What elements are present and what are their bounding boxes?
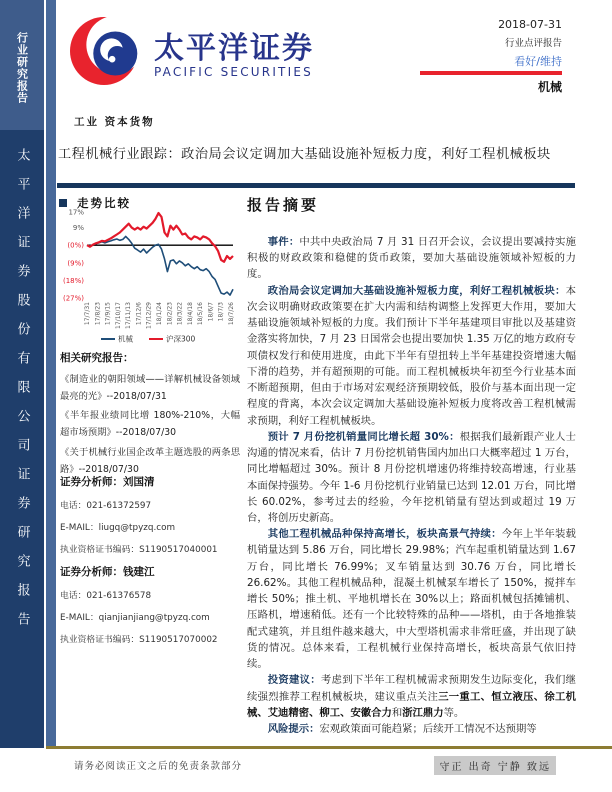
summary-text-segment: 和 [391, 706, 403, 719]
summary-text-segment: 事件： [267, 236, 300, 248]
sidebar-industry-report-band [0, 0, 44, 130]
analyst-name: 证券分析师：钱建江 [60, 566, 155, 578]
summary-text-segment: 投资建议： [267, 674, 321, 687]
y-axis-tick-label: 17% [68, 208, 84, 217]
summary-text-segment: 政治局会议定调加大基础设施补短板力度，利好工程机械板块： [267, 284, 566, 297]
disclaimer-note: 请务必阅读正文之后的免责条款部分 [74, 761, 243, 772]
rating-underline [420, 71, 562, 75]
summary-text-segment: 宏观政策面可能趋紧；后续开工情况不达预期等 [319, 723, 537, 736]
summary-paragraph [247, 234, 576, 283]
industry-label: 机械 [537, 79, 562, 94]
summary-text-segment: 中共中央政治局 7 月 31 日召开会议，会议提出要减持实施积极的财政政策和稳健的货币政策，要加大基础设施领域补短板的力度。 [247, 236, 576, 281]
analyst-phone: 电话：021-61376578 [60, 591, 152, 601]
analyst-email: E-MAIL：qianjianjiang@tpyzq.com [60, 613, 210, 623]
y-axis-tick-label: 9% [72, 224, 84, 233]
summary-paragraph [247, 526, 576, 672]
summary-text-segment: 考虑到下半年工程机械需求预期发生边际变化，我们继续强烈推荐工程机械板块，建议重点关注 [247, 674, 576, 703]
summary-paragraph [247, 429, 576, 526]
title-divider [57, 183, 575, 188]
summary-paragraph [247, 721, 576, 737]
sidebar-top-vertical-text: 行业研究报告 [15, 32, 29, 104]
x-axis-tick-label: 17/11/13 [125, 302, 133, 329]
summary-text-segment: 浙江鼎力 [402, 706, 444, 719]
brand-name-en: PACIFIC SECURITIES [154, 65, 313, 80]
summary-body [247, 234, 576, 737]
x-axis-tick-label: 17/7/31 [84, 302, 91, 326]
sector-breadcrumb: 工业 资本货物 [74, 116, 155, 128]
trend-comparison-chart [57, 208, 239, 346]
related-reports-list [60, 372, 240, 478]
x-axis-tick-label: 18/4/18 [186, 302, 194, 326]
summary-text-segment: 三一重工、恒立液压、徐工机械、艾迪精密、柳工、安徽合力 [247, 690, 576, 719]
report-summary [247, 194, 576, 737]
summary-text-segment: 今年上半年装载机销量达到 5.86 万台，同比增长 29.98%；汽车起重机销量达到 1.67 万台，同比增长 76.99%；叉车销量达到 30.76 万台，同比增长 26.62%。其他工程机械品种，混凝土机械泵车增长了 150%，搅拌车增长 50%；推土机、平地机增长在 30%以上；路面机械包括摊铺机、压路机，增速稍低。还有一个比较特殊的品种——塔机，由于各地推装配式建筑，并且组件越来越大，中大型塔机需求非常旺盛，并出现了缺货的情况。总体来看，工程机械行业保持高增长，板块高景气依旧持续。 [247, 528, 576, 671]
x-axis-tick-label: 18/6/7 [207, 302, 215, 322]
rating-badge: 看好/维持 [514, 55, 562, 68]
related-reports [60, 350, 240, 481]
report-meta [380, 18, 562, 95]
x-axis-tick-label: 17/10/17 [114, 302, 122, 329]
x-axis-tick-label: 17/12/29 [145, 302, 153, 329]
x-axis-tick-label: 18/3/22 [176, 302, 184, 326]
legend-label-hs300: 沪深300 [166, 334, 196, 344]
x-axis-tick-label: 18/7/26 [228, 302, 235, 326]
summary-text-segment: 预计 7 月份挖机销量同比增长超 30%： [267, 430, 460, 443]
sidebar-accent-stripe [46, 0, 56, 748]
summary-text-segment: 根据我们最新跟产业人士沟通的情况来看，估计 7 月份挖机销售国内加出口大概率超过 1 万台，同比增幅超过 30%。预计 8 月份挖机增速仍将维持较高增速，行业基本面保持强势。今年 1-6 月份挖机行业销量已达到 12.01 万台，同比增长 60.02%，参考过去的经验，今年挖机销量有望达到或超过 19 万台，将创历史新高。 [247, 430, 576, 524]
x-axis-tick-label: 17/12/6 [135, 302, 143, 326]
pacific-securities-logo-icon [70, 12, 148, 90]
related-reports-title: 相关研究报告： [60, 352, 134, 364]
page-title: 工程机械行业跟踪：政治局会议定调加大基础设施补短板力度，利好工程机械板块 [58, 147, 551, 162]
summary-paragraph [247, 672, 576, 721]
summary-text-segment: 其他工程机械品种保持高增长，板块高景气持续： [267, 528, 502, 541]
related-report-item: 《制造业的朝阳领域——详解机械设备领域最亮的光》--2018/07/31 [60, 374, 240, 402]
series-line-沪深300 [87, 213, 233, 262]
header-brand [70, 12, 314, 90]
y-axis-tick-label: (0%) [67, 241, 84, 250]
x-axis-tick-label: 18/5/16 [197, 302, 205, 326]
analyst-name: 证券分析师：刘国清 [60, 476, 155, 488]
analyst-email: E-MAIL：liugq@tpyzq.com [60, 523, 176, 533]
footer-divider [46, 746, 612, 749]
analyst-cert: 执业资格证书编码：S1190517040001 [60, 545, 218, 555]
summary-title: 报告摘要 [247, 196, 320, 214]
summary-text-segment: 风险提示： [267, 723, 320, 736]
sidebar-company-band [0, 130, 44, 748]
x-axis-tick-label: 18/7/3 [217, 302, 225, 322]
company-motto: 守正 出奇 宁静 致远 [434, 756, 556, 775]
section-bullet-icon [59, 199, 67, 207]
related-report-item: 《关于机械行业国企改革主题选股的两条思路》--2018/07/30 [60, 446, 240, 475]
legend-label-mech: 机械 [118, 334, 133, 344]
trend-section-title: 走势比较 [77, 196, 131, 210]
analyst-cert: 执业资格证书编码：S1190517070002 [60, 635, 218, 645]
analyst-phone: 电话：021-61372597 [60, 501, 152, 511]
summary-text-segment: 等。 [443, 706, 465, 719]
x-axis-tick-label: 18/2/23 [166, 302, 174, 326]
x-axis-tick-label: 17/9/15 [104, 302, 112, 326]
report-date: 2018-07-31 [498, 18, 562, 31]
sidebar-bottom-vertical-text: 太平洋证券股份有限公司证券研究报告 [14, 148, 30, 641]
y-axis-tick-label: (9%) [67, 259, 84, 268]
x-axis-tick-label: 18/1/24 [156, 302, 163, 326]
y-axis-tick-label: (18%) [62, 276, 84, 285]
y-axis-tick-label: (27%) [62, 294, 84, 303]
report-type: 行业点评报告 [504, 38, 562, 49]
analyst-contacts [60, 474, 240, 654]
x-axis-tick-label: 17/8/23 [94, 302, 102, 326]
summary-paragraph [247, 283, 576, 429]
summary-text-segment: 本次会议明确财政政策要在扩大内需和结构调整上发挥更大作用，要加大基础设施领域补短板的力度。我们预计下半年基建项目审批以及基建资金落实将加快，7 月 23 日国常会也提出要加快 1.35 万亿的地方政府专项债权发行和使用进度，由此下半年有望扭转上半年基建投资增速大幅下滑的趋势，并有超预期的可能。而工程机械板块年初至今行业基本面不断超预期，但由于市场对宏观经济预期较低，股价与基本面出现一定程度的背离，本次会议定调加大基础设施补短板力度将改善工程机械需求预期，利好工程机械板块。 [247, 284, 576, 427]
related-report-item: 《半年报业绩同比增 180%-210%，大幅超市场预期》--2018/07/30 [60, 410, 240, 439]
brand-name-cn: 太平洋证券 [154, 30, 314, 66]
